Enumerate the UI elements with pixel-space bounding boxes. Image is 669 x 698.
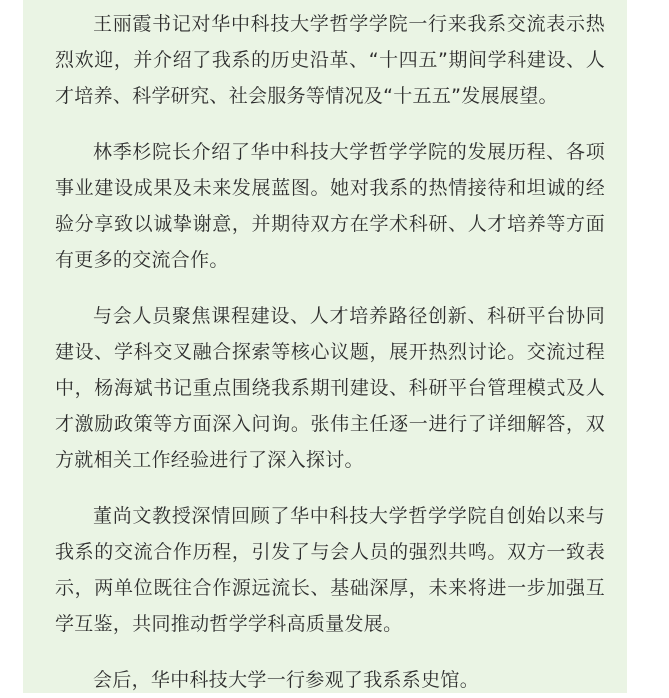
paragraph-discussion: 与会人员聚焦课程建设、人才培养路径创新、科研平台协同建设、学科交叉融合探索等核心议题，展开热烈讨论。交流过程中，杨海斌书记重点围绕我系期刊建设、科研平台管理模式及人才激励政策等方面深入问询。张伟主任逐一进行了详细解答，双方就相关工作经验进行了深入探讨。: [55, 305, 605, 471]
paragraph-welcome: 王丽霞书记对华中科技大学哲学学院一行来我系交流表示热烈欢迎，并介绍了我系的历史沿革、“十四五”期间学科建设、人才培养、科学研究、社会服务等情况及“十五五”发展展望。: [55, 13, 605, 107]
paragraph-review: 董尚文教授深情回顾了华中科技大学哲学学院自创始以来与我系的交流合作历程，引发了与会人员的强烈共鸣。双方一致表示，两单位既往合作源远流长、基础深厚，未来将进一步加强互学互鉴，共同推动哲学学科高质量发展。: [55, 505, 605, 635]
article-panel: [23, 0, 627, 693]
paragraph-dean-introduction: 林季杉院长介绍了华中科技大学哲学学院的发展历程、各项事业建设成果及未来发展蓝图。她对我系的热情接待和坦诚的经验分享致以诚挚谢意，并期待双方在学术科研、人才培养等方面有更多的交流合作。: [55, 141, 605, 271]
paragraph-visit: 会后，华中科技大学一行参观了我系系史馆。: [93, 669, 480, 691]
